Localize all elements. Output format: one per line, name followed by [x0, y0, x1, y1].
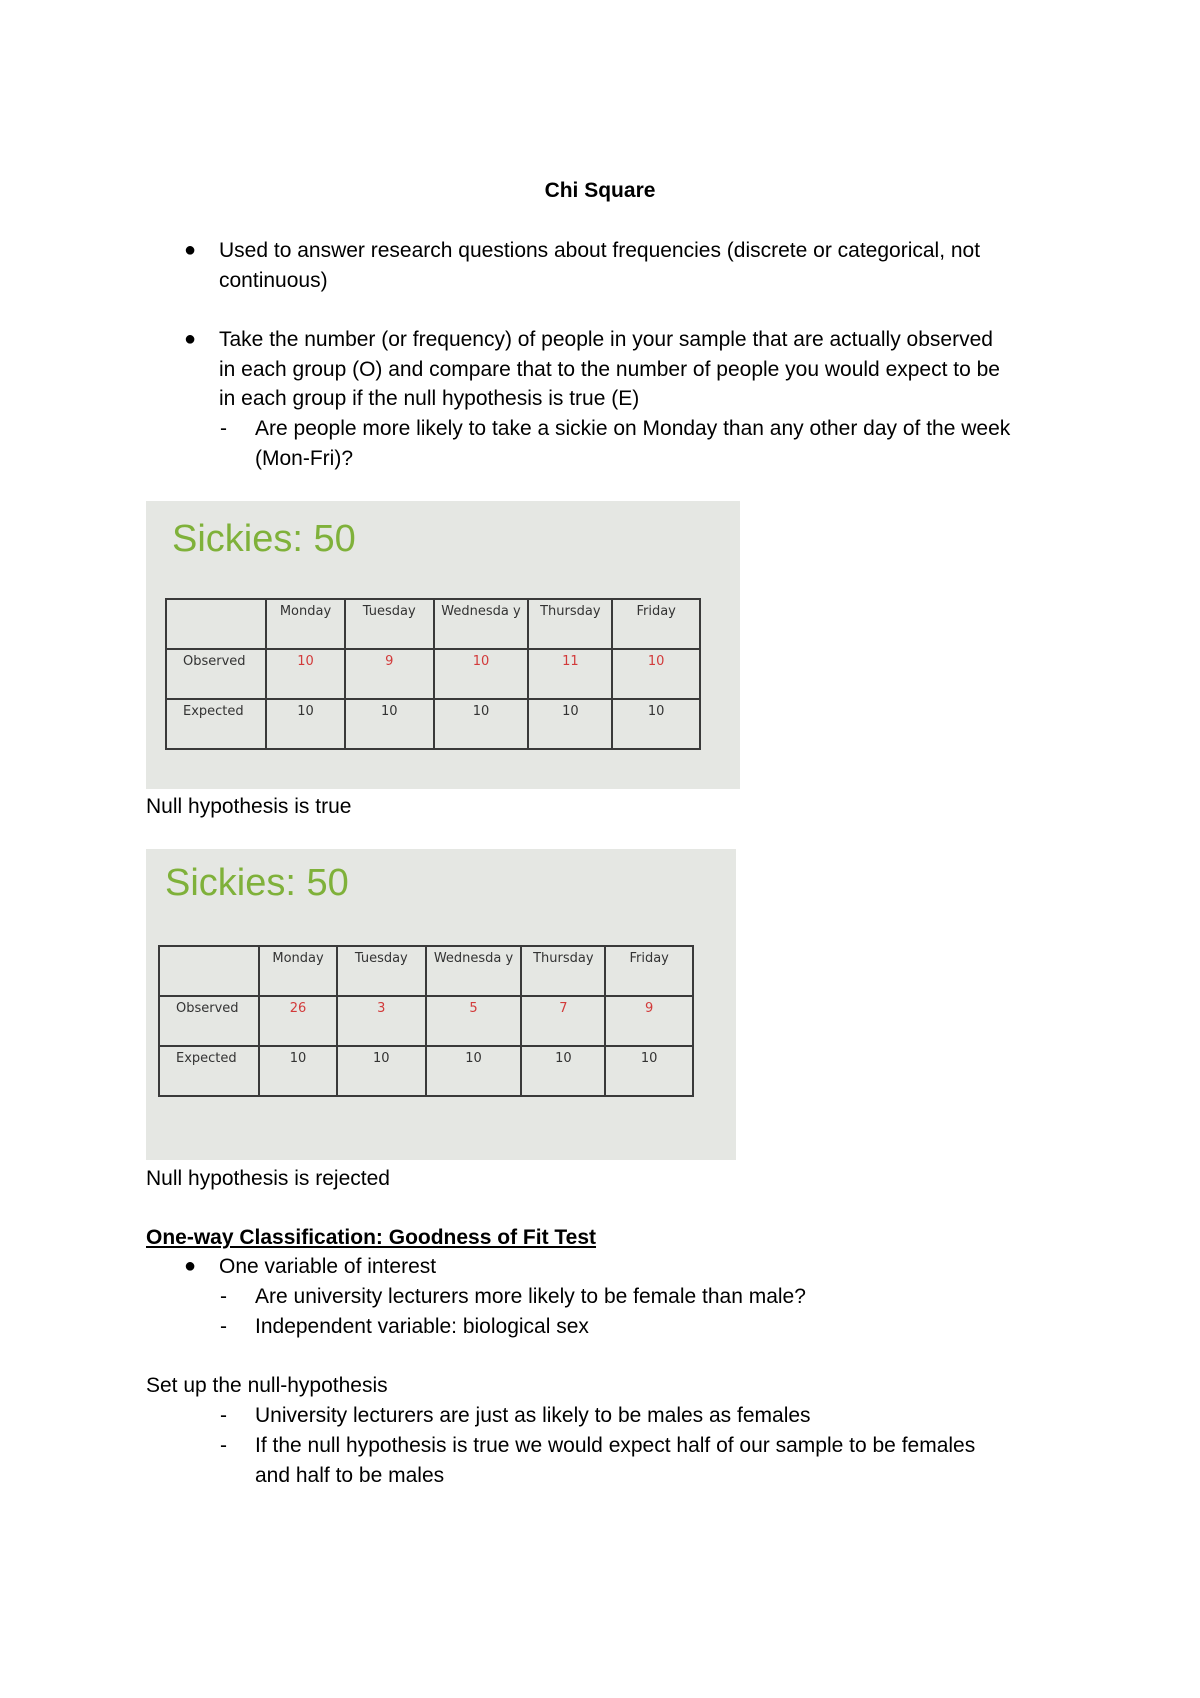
- day-header: Monday: [266, 599, 345, 649]
- observed-cell: 9: [345, 649, 434, 699]
- text-line: (Mon-Fri)?: [255, 446, 353, 470]
- expected-cell: 10: [345, 699, 434, 749]
- dash-mark: -: [220, 1434, 227, 1457]
- expected-cell: 10: [612, 699, 700, 749]
- expected-cell: 10: [521, 1046, 605, 1096]
- caption: Null hypothesis is true: [146, 795, 352, 818]
- expected-cell: 10: [426, 1046, 522, 1096]
- text-line: Used to answer research questions about frequencies (discrete or categorical, not: [219, 239, 981, 262]
- day-header: Monday: [259, 946, 337, 996]
- observed-cell: 3: [337, 996, 426, 1046]
- row-label-observed: Observed: [159, 996, 259, 1046]
- sickies-table: [165, 598, 701, 750]
- day-header: Wednesda y: [434, 599, 529, 649]
- day-header: Tuesday: [345, 599, 434, 649]
- slide-heading: Sickies: 50: [172, 518, 356, 560]
- sub-bullet-text: University lecturers are just as likely to be males as females: [255, 1404, 811, 1427]
- day-header: Thursday: [521, 946, 605, 996]
- dash-mark: -: [220, 1285, 227, 1308]
- observed-cell: 10: [434, 649, 529, 699]
- bullet-text: One variable of interest: [219, 1255, 437, 1278]
- slide-image-1: [146, 501, 740, 789]
- expected-cell: 10: [259, 1046, 337, 1096]
- sickies-table: [158, 945, 694, 1097]
- text-line: and half to be males: [255, 1463, 445, 1487]
- bullet-text: [219, 236, 1079, 295]
- expected-cell: 10: [434, 699, 529, 749]
- bullet-text: [219, 325, 1079, 414]
- observed-cell: 26: [259, 996, 337, 1046]
- observed-cell: 10: [612, 649, 700, 699]
- row-label-observed: Observed: [166, 649, 266, 699]
- sub-bullet-text: [255, 1431, 1085, 1490]
- observed-cell: 10: [266, 649, 345, 699]
- text-line: in each group if the null hypothesis is true (E): [219, 387, 640, 410]
- page-title: Chi Square: [544, 179, 656, 202]
- bullet-dot: ●: [184, 239, 197, 261]
- slide-image-2: [146, 849, 736, 1160]
- day-header: Thursday: [528, 599, 612, 649]
- expected-cell: 10: [266, 699, 345, 749]
- sub-bullet-text: Are university lecturers more likely to be female than male?: [255, 1285, 806, 1308]
- observed-cell: 7: [521, 996, 605, 1046]
- bullet-dot: ●: [184, 328, 197, 350]
- slide-heading: Sickies: 50: [165, 862, 349, 904]
- null-setup-heading: Set up the null-hypothesis: [146, 1374, 388, 1397]
- bullet-dot: ●: [184, 1255, 197, 1277]
- day-header: Friday: [605, 946, 693, 996]
- caption: Null hypothesis is rejected: [146, 1167, 390, 1190]
- section-heading: One-way Classification: Goodness of Fit Test: [146, 1226, 597, 1249]
- expected-cell: 10: [337, 1046, 426, 1096]
- expected-cell: 10: [605, 1046, 693, 1096]
- dash-mark: -: [220, 417, 227, 440]
- table-corner-cell: [166, 599, 266, 649]
- observed-cell: 9: [605, 996, 693, 1046]
- dash-mark: -: [220, 1315, 227, 1338]
- expected-cell: 10: [528, 699, 612, 749]
- day-header: Tuesday: [337, 946, 426, 996]
- day-header: Wednesda y: [426, 946, 522, 996]
- sub-bullet-text: [255, 414, 1085, 473]
- text-line: in each group (O) and compare that to the number of people you would expect to be: [219, 357, 1000, 381]
- row-label-expected: Expected: [166, 699, 266, 749]
- day-header: Friday: [612, 599, 700, 649]
- observed-cell: 11: [528, 649, 612, 699]
- sub-bullet-text: Independent variable: biological sex: [255, 1315, 589, 1338]
- text-line: If the null hypothesis is true we would expect half of our sample to be females: [255, 1434, 976, 1457]
- observed-cell: 5: [426, 996, 522, 1046]
- table-corner-cell: [159, 946, 259, 996]
- dash-mark: -: [220, 1404, 227, 1427]
- text-line: continuous): [219, 268, 328, 292]
- row-label-expected: Expected: [159, 1046, 259, 1096]
- text-line: Take the number (or frequency) of people in your sample that are actually observed: [219, 328, 993, 351]
- text-line: Are people more likely to take a sickie on Monday than any other day of the week: [255, 417, 1011, 440]
